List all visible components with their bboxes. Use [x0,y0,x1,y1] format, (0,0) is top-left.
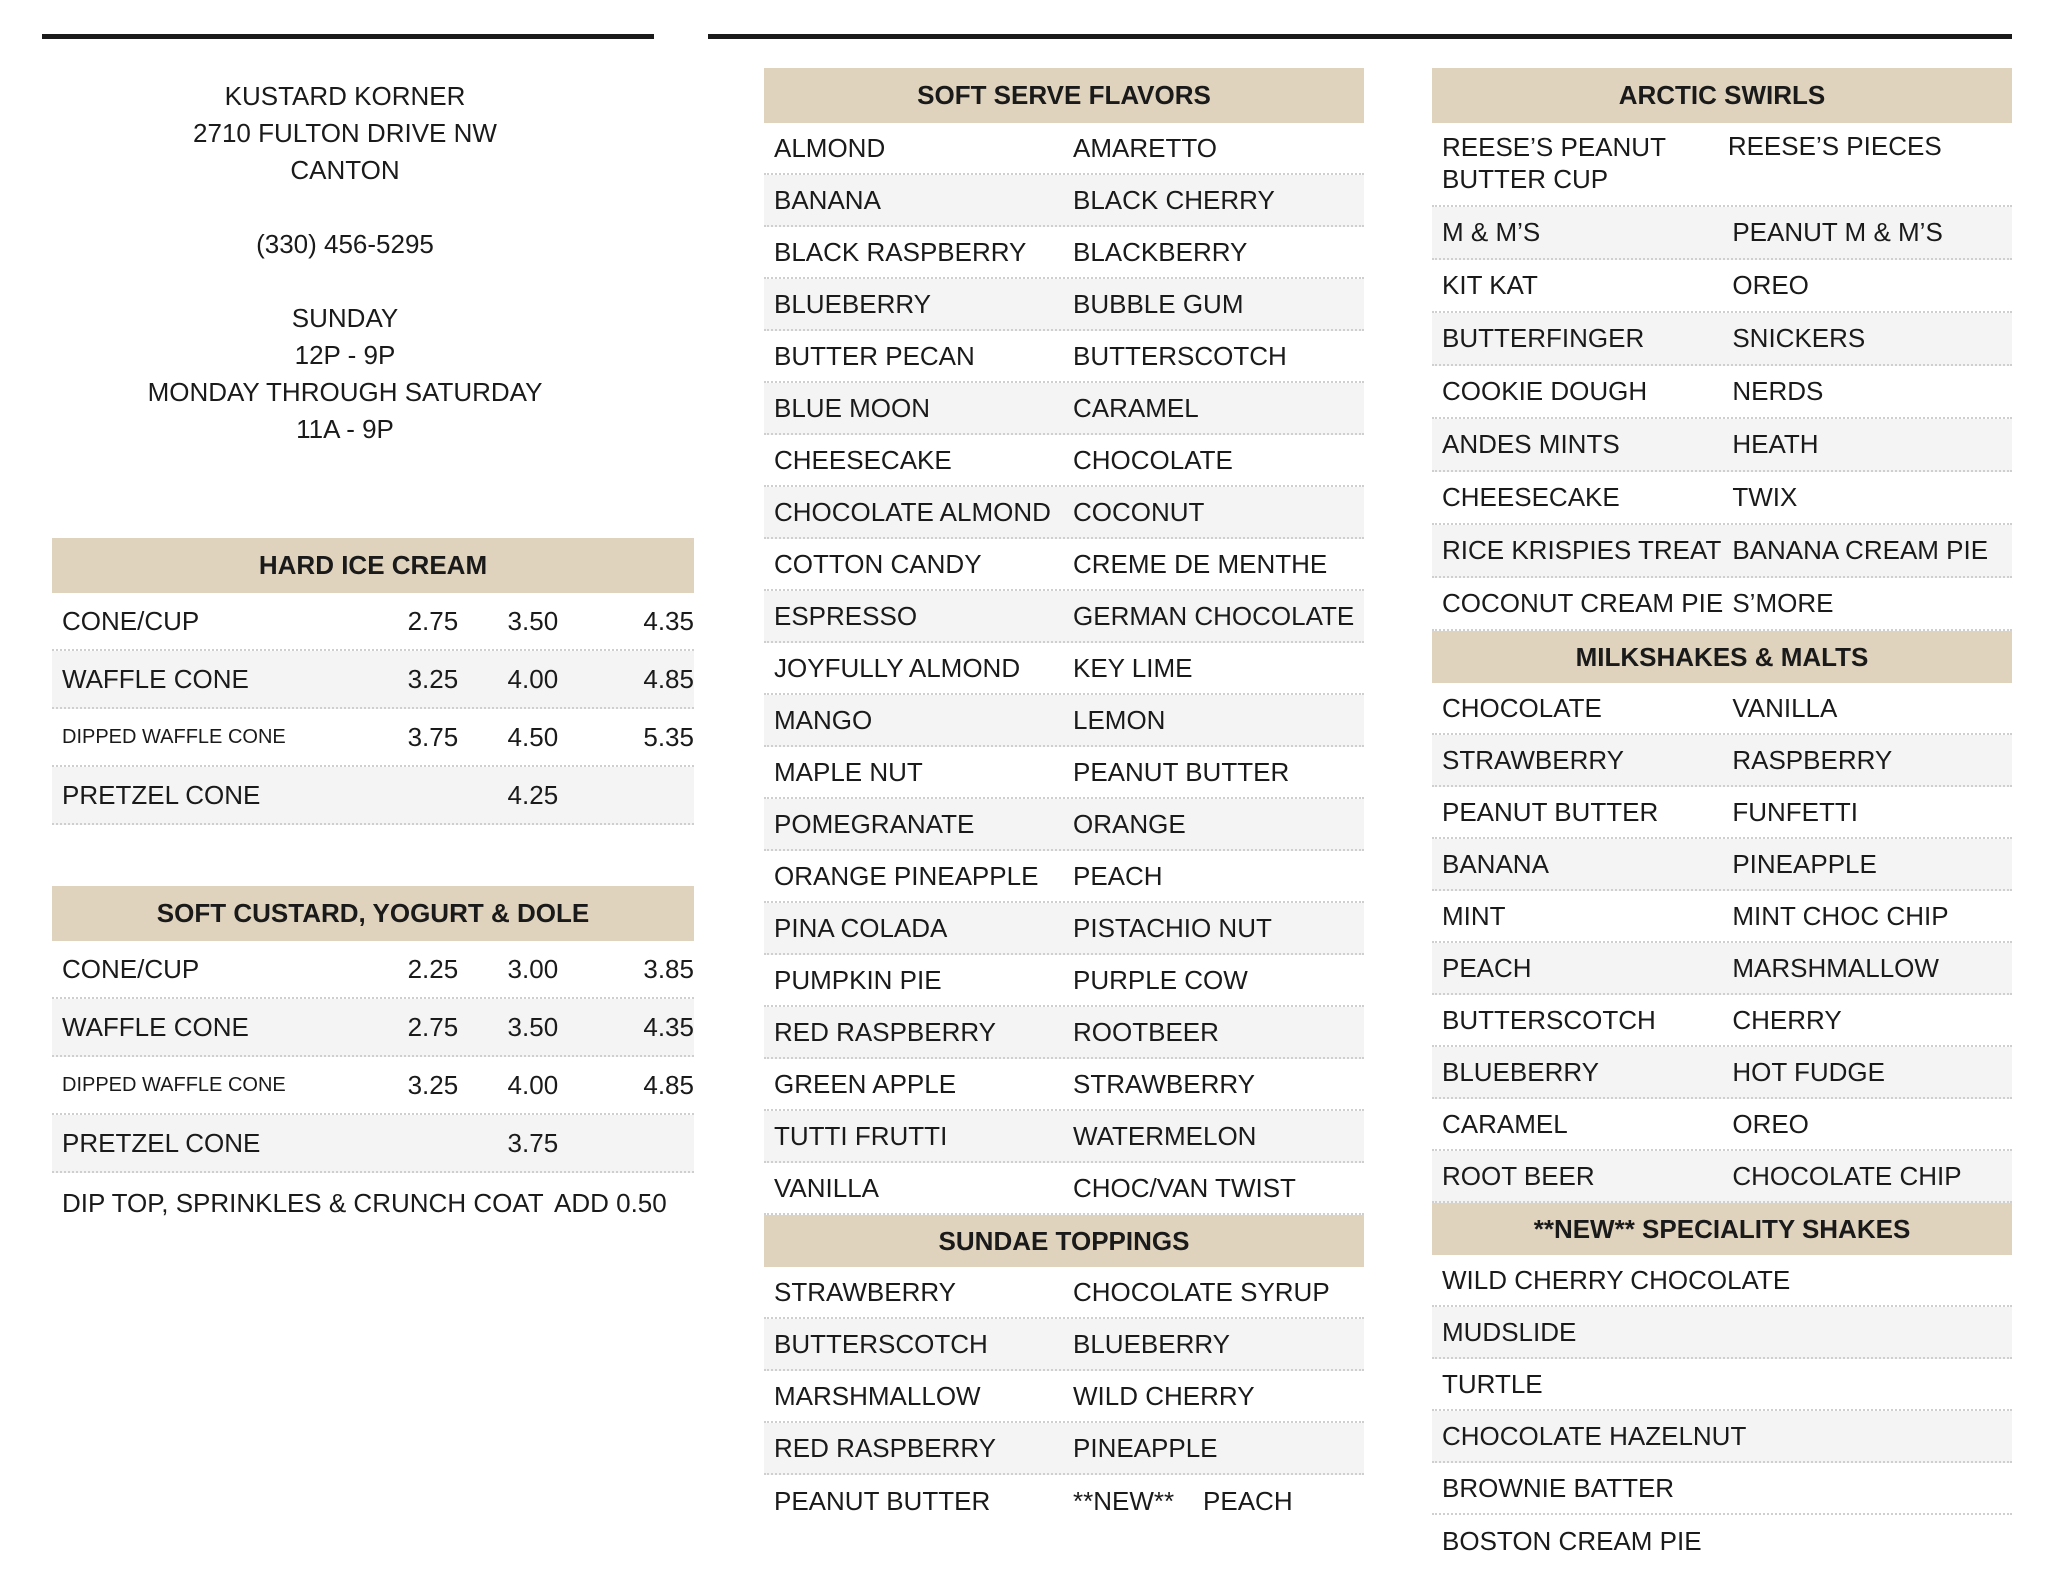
flavor-right: CHOCOLATE SYRUP [1073,1276,1330,1307]
flavor-left: COCONUT CREAM PIE [1442,588,1724,618]
flavor-left: BUTTERSCOTCH [1442,1004,1656,1035]
price-large: 4.35 [643,605,694,636]
flavor-right: ROOTBEER [1073,1016,1219,1047]
list-item [764,695,1364,747]
price-medium: 4.25 [507,779,559,810]
flavor-right: GERMAN CHOCOLATE [1073,600,1355,631]
hours-sunday: 12P - 9P [294,340,396,370]
speciality-shakes-list [1432,1255,2012,1567]
flavor-left: ROOT BEER [1442,1160,1595,1191]
list-item [1432,787,2012,839]
store-phone: (330) 456-5295 [256,229,434,259]
flavor-left: M & M’S [1442,217,1541,247]
flavor-right: BUBBLE GUM [1073,288,1244,319]
price-row [52,941,694,999]
price-row [52,709,694,767]
item-name: PRETZEL CONE [62,779,261,810]
flavor-right: PEANUT M & M’S [1732,217,1943,247]
list-item [764,227,1364,279]
hours-day-weekdays: MONDAY THROUGH SATURDAY [147,377,543,407]
price-small: 3.75 [407,721,459,752]
price-large: 5.35 [643,721,694,752]
shake-name: MUDSLIDE [1442,1316,1577,1347]
flavor-left: RICE KRISPIES TREAT [1442,535,1722,565]
item-name: DIPPED WAFFLE CONE [62,725,286,748]
price-medium: 3.75 [507,1127,559,1158]
hours-day-sunday: SUNDAY [291,303,399,333]
list-item [764,1111,1364,1163]
item-name: WAFFLE CONE [62,1011,249,1042]
flavor-left: MANGO [774,704,873,735]
flavor-right: CHOC/VAN TWIST [1073,1172,1296,1203]
list-item [764,1319,1364,1371]
shake-name: WILD CHERRY CHOCOLATE [1442,1264,1791,1295]
flavor-left: PEACH [1442,952,1532,983]
list-item [1432,419,2012,472]
list-item [1432,995,2012,1047]
arctic-swirls-list [1432,123,2012,631]
flavor-right: CREME DE MENTHE [1073,548,1328,579]
price-medium: 3.50 [507,1011,559,1042]
top-rule-right [708,34,2012,39]
flavor-left: RED RASPBERRY [774,1016,997,1047]
list-item [1432,366,2012,419]
list-item [1432,1047,2012,1099]
flavor-left: STRAWBERRY [774,1276,957,1307]
soft-custard-section [52,886,694,1173]
addon-text: DIP TOP, SPRINKLES & CRUNCH COAT [62,1188,544,1218]
hours-weekdays: 11A - 9P [296,414,394,444]
flavor-left: JOYFULLY ALMOND [774,652,1021,683]
soft-custard-title: SOFT CUSTARD, YOGURT & DOLE [52,886,694,941]
milkshakes-list [1432,683,2012,1203]
list-item [764,539,1364,591]
flavor-right: HOT FUDGE [1732,1056,1885,1087]
list-item [764,279,1364,331]
flavor-left: TUTTI FRUTTI [774,1120,948,1151]
flavor-left: ALMOND [774,132,886,163]
flavor-right: NERDS [1732,376,1824,406]
flavor-left: CHEESECAKE [774,444,952,475]
flavor-right: STRAWBERRY [1073,1068,1256,1099]
list-item [1432,683,2012,735]
flavor-right: BLACK CHERRY [1073,184,1275,215]
list-item [1432,578,2012,631]
flavor-right: REESE’S PIECES [1727,131,1942,161]
soft-serve-title: SOFT SERVE FLAVORS [764,68,1364,123]
item-name: DIPPED WAFFLE CONE [62,1073,286,1096]
flavor-left: PEANUT BUTTER [1442,796,1659,827]
flavor-right: CHERRY [1732,1004,1842,1035]
flavor-left: BUTTERFINGER [1442,323,1645,353]
flavor-right: PURPLE COW [1073,964,1248,995]
flavor-left: PEANUT BUTTER [774,1485,991,1516]
flavor-right: **NEW** PEACH [1073,1485,1293,1516]
item-name: WAFFLE CONE [62,663,249,694]
list-item [1432,207,2012,260]
list-item [764,955,1364,1007]
flavor-left: CARAMEL [1442,1108,1568,1139]
shake-name: CHOCOLATE HAZELNUT [1442,1420,1747,1451]
flavor-right: BLUEBERRY [1073,1328,1231,1359]
price-small: 3.25 [407,1069,459,1100]
flavor-left: BLACK RASPBERRY [774,236,1027,267]
shake-name: BOSTON CREAM PIE [1442,1525,1702,1556]
hard-ice-cream-section [52,538,694,825]
flavor-left: BLUE MOON [774,392,931,423]
flavor-right: PINEAPPLE [1732,848,1877,879]
flavor-right: PINEAPPLE [1073,1432,1218,1463]
price-row [52,593,694,651]
price-row [52,1057,694,1115]
flavor-left: BUTTER PECAN [774,340,975,371]
sundae-toppings-title: SUNDAE TOPPINGS [764,1215,1364,1267]
shake-name: TURTLE [1442,1368,1543,1399]
price-medium: 3.00 [507,953,559,984]
flavor-left: CHOCOLATE [1442,692,1602,723]
flavor-left: ANDES MINTS [1442,429,1620,459]
flavor-right: OREO [1732,270,1809,300]
price-row [52,999,694,1057]
list-item [1432,525,2012,578]
flavor-left: ORANGE PINEAPPLE [774,860,1039,891]
flavor-left: STRAWBERRY [1442,744,1625,775]
flavor-right: KEY LIME [1073,652,1193,683]
price-row [52,1115,694,1173]
flavor-right: WILD CHERRY [1073,1380,1255,1411]
flavor-left: BANANA [774,184,881,215]
flavor-right: S’MORE [1732,588,1834,618]
top-rule-left [42,34,654,39]
list-item [764,591,1364,643]
item-name: CONE/CUP [62,605,200,636]
flavor-left: PUMPKIN PIE [774,964,942,995]
flavor-right: CARAMEL [1073,392,1199,423]
list-item [1432,1359,2012,1411]
hard-ice-cream-title: HARD ICE CREAM [52,538,694,593]
list-item [764,1475,1364,1527]
addon-price: ADD 0.50 [554,1188,667,1218]
flavor-right: VANILLA [1732,692,1838,723]
price-medium: 4.50 [507,721,559,752]
flavor-right: PEACH [1073,860,1163,891]
flavor-left: REESE’S PEANUT BUTTER CUP [1442,132,1666,194]
list-item [1432,735,2012,787]
flavor-left: BLUEBERRY [1442,1056,1600,1087]
flavor-right: MARSHMALLOW [1732,952,1939,983]
list-item [764,383,1364,435]
list-item [764,1007,1364,1059]
arctic-swirls-title: ARCTIC SWIRLS [1432,68,2012,123]
shake-name: BROWNIE BATTER [1442,1472,1675,1503]
price-medium: 3.50 [507,605,559,636]
list-item [764,799,1364,851]
list-item [1432,472,2012,525]
flavor-right: CHOCOLATE CHIP [1732,1160,1962,1191]
list-item [1432,1099,2012,1151]
flavor-right: MINT CHOC CHIP [1732,900,1949,931]
item-name: PRETZEL CONE [62,1127,261,1158]
list-item [1432,891,2012,943]
price-row [52,767,694,825]
store-address: 2710 FULTON DRIVE NW [193,118,497,148]
flavor-right: RASPBERRY [1732,744,1893,775]
flavor-right: WATERMELON [1073,1120,1257,1151]
list-item [764,747,1364,799]
price-large: 4.85 [643,1069,694,1100]
price-small: 3.25 [407,663,459,694]
milkshakes-title: MILKSHAKES & MALTS [1432,631,2012,683]
flavor-left: PINA COLADA [774,912,948,943]
list-item [1432,1411,2012,1463]
price-medium: 4.00 [507,663,559,694]
flavor-right: FUNFETTI [1732,796,1858,827]
flavor-left: MAPLE NUT [774,756,923,787]
flavor-right: LEMON [1073,704,1166,735]
soft-serve-list [764,123,1364,1215]
flavor-right: HEATH [1732,429,1819,459]
flavor-right: COCONUT [1073,496,1205,527]
price-small: 2.25 [407,953,459,984]
price-row [52,651,694,709]
price-small: 2.75 [407,605,459,636]
list-item [1432,260,2012,313]
price-large: 4.85 [643,663,694,694]
flavor-right: CHOCOLATE [1073,444,1233,475]
list-item [764,331,1364,383]
flavor-right: BUTTERSCOTCH [1073,340,1287,371]
flavor-left: MARSHMALLOW [774,1380,981,1411]
sundae-toppings-list [764,1267,1364,1527]
list-item [764,1059,1364,1111]
soft-serve-section [764,68,1364,1527]
speciality-shakes-title: **NEW** SPECIALITY SHAKES [1432,1203,2012,1255]
flavor-right: SNICKERS [1732,323,1866,353]
flavor-left: GREEN APPLE [774,1068,957,1099]
list-item [1432,123,2012,207]
item-name: CONE/CUP [62,953,200,984]
list-item [764,487,1364,539]
list-item [764,643,1364,695]
list-item [764,1371,1364,1423]
list-item [1432,1255,2012,1307]
list-item [1432,313,2012,366]
price-large: 4.35 [643,1011,694,1042]
flavor-right: PISTACHIO NUT [1073,912,1272,943]
list-item [1432,1151,2012,1203]
flavor-left: POMEGRANATE [774,808,975,839]
list-item [764,1163,1364,1215]
addon-note [62,1188,544,1219]
flavor-right: AMARETTO [1073,132,1217,163]
flavor-left: BANANA [1442,848,1549,879]
flavor-right: PEANUT BUTTER [1073,756,1290,787]
price-medium: 4.00 [507,1069,559,1100]
flavor-left: MINT [1442,900,1506,931]
flavor-right: OREO [1732,1108,1809,1139]
list-item [1432,839,2012,891]
list-item [764,435,1364,487]
flavor-left: COTTON CANDY [774,548,982,579]
arctic-swirls-section [1432,68,2012,1567]
price-small: 2.75 [407,1011,459,1042]
price-large: 3.85 [643,953,694,984]
flavor-left: CHOCOLATE ALMOND [774,496,1051,527]
spacer [40,189,650,226]
flavor-left: BUTTERSCOTCH [774,1328,988,1359]
flavor-left: ESPRESSO [774,600,918,631]
store-info [40,78,650,448]
spacer [40,263,650,300]
store-name: KUSTARD KORNER [224,81,466,111]
list-item [1432,1307,2012,1359]
flavor-left: BLUEBERRY [774,288,932,319]
flavor-left: COOKIE DOUGH [1442,376,1648,406]
list-item [764,851,1364,903]
list-item [764,1423,1364,1475]
list-item [1432,1463,2012,1515]
store-city: CANTON [290,155,400,185]
list-item [764,123,1364,175]
list-item [764,175,1364,227]
list-item [1432,1515,2012,1567]
flavor-left: RED RASPBERRY [774,1432,997,1463]
flavor-right: TWIX [1732,482,1798,512]
flavor-left: CHEESECAKE [1442,482,1620,512]
flavor-left: VANILLA [774,1172,880,1203]
flavor-left: KIT KAT [1442,270,1538,300]
list-item [764,903,1364,955]
list-item [764,1267,1364,1319]
flavor-right: ORANGE [1073,808,1186,839]
flavor-right: BLACKBERRY [1073,236,1248,267]
list-item [1432,943,2012,995]
flavor-right: BANANA CREAM PIE [1732,535,1989,565]
